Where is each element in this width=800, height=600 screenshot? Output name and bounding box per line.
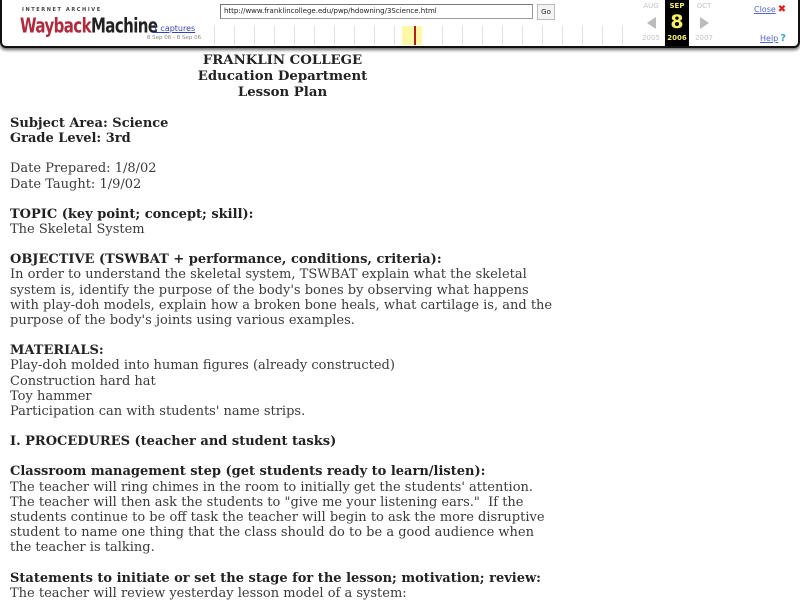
sparkline-tick [622, 26, 623, 45]
materials-item: Toy hammer [10, 388, 92, 404]
objective-line: system is, identify the purpose of the body's bones by observing what happens [10, 282, 529, 298]
wayback-toolbar [0, 0, 800, 48]
sparkline-tick [542, 26, 543, 45]
classroom-management-heading: Classroom management step (get students ready to learn/listen): [10, 464, 486, 480]
captures-link[interactable]: 1 captures [152, 24, 196, 33]
sparkline-tick [502, 26, 503, 45]
sparkline-tick [314, 26, 315, 45]
captures-date-range: 8 Sep 06 - 8 Sep 06 [146, 35, 202, 41]
department-name: Education Department [197, 69, 368, 84]
sparkline-tick [582, 26, 583, 45]
topic-heading: TOPIC (key point; concept; skill): [10, 206, 254, 222]
materials-heading: MATERIALS: [10, 343, 104, 359]
grade-level: Grade Level: 3rd [10, 131, 131, 147]
url-input[interactable]: http://www.franklincollege.edu/pwp/hdowning/3Science.html [220, 4, 533, 19]
calendar-next[interactable] [691, 0, 717, 46]
materials-item: Play-doh molded into human figures (already constructed) [10, 358, 395, 374]
materials-item: Construction hard hat [10, 373, 156, 389]
sparkline-tick [294, 26, 295, 45]
objective-line: purpose of the body's joints using various examples. [10, 313, 355, 329]
sparkline-tick [442, 26, 443, 45]
objective-line: with play-doh models, explain how a broken bone heals, what cartilage is, and the [10, 297, 553, 313]
sparkline-tick [234, 26, 235, 45]
sparkline-tick [462, 26, 463, 45]
classroom-management-line: The teacher will then ask the students to "give me your listening ears." If the [10, 494, 524, 510]
objective-heading: OBJECTIVE (TSWBAT + performance, conditions, criteria): [10, 252, 442, 268]
sparkline-capture-marker[interactable] [414, 26, 416, 45]
help-link[interactable]: Help [760, 34, 779, 43]
current-day: 8 [670, 11, 684, 33]
arrow-right-icon[interactable] [700, 17, 709, 29]
prev-year: 2005 [642, 34, 660, 42]
calendar-prev[interactable] [638, 0, 664, 46]
help-button[interactable] [760, 33, 786, 44]
sparkline-tick [354, 26, 355, 45]
procedures-heading: I. PROCEDURES (teacher and student tasks) [10, 434, 337, 450]
sparkline-tick [214, 26, 215, 45]
classroom-management-line: students continue to be off task the teacher will begin to ask the more disruptive [10, 510, 545, 526]
arrow-left-icon[interactable] [647, 17, 656, 29]
close-link[interactable]: Close [754, 5, 776, 14]
sparkline-tick [522, 26, 523, 45]
objective-line: In order to understand the skeletal system, TSWBAT explain what the skeletal [10, 267, 527, 283]
document-title: Lesson Plan [237, 85, 328, 100]
wayback-logo[interactable] [20, 7, 158, 38]
date-prepared: Date Prepared: 1/8/02 [10, 161, 157, 177]
classroom-management-line: student to name one thing that the class should do to be a good audience when [10, 525, 534, 541]
subject-area: Subject Area: Science [10, 116, 169, 131]
classroom-management-line: The teacher will ring chimes in the room to initially get the students' attention. [10, 479, 534, 495]
sparkline-tick [274, 26, 275, 45]
statements-heading: Statements to initiate or set the stage for the lesson; motivation; review: [10, 570, 541, 586]
close-button[interactable] [754, 4, 786, 15]
calendar-current [665, 0, 689, 46]
help-icon[interactable]: ? [780, 33, 787, 44]
capture-sparkline[interactable] [214, 26, 626, 45]
go-button[interactable]: Go [537, 4, 555, 20]
college-name: FRANKLIN COLLEGE [202, 53, 363, 68]
next-year: 2007 [695, 34, 713, 42]
logo-wayback-machine-text: WaybackMachine [20, 13, 158, 38]
current-month: SEP [669, 2, 685, 10]
materials-item: Participation can with students' name strips. [10, 404, 306, 420]
current-year: 2006 [667, 34, 687, 42]
logo-internet-archive-text: INTERNET ARCHIVE [22, 7, 102, 13]
next-month: OCT [696, 2, 712, 10]
document-header [10, 53, 555, 101]
sparkline-tick [562, 26, 563, 45]
sparkline-tick [254, 26, 255, 45]
sparkline-tick [602, 26, 603, 45]
statements-line: The teacher will review yesterday lesson model of a system: [10, 585, 407, 600]
close-icon[interactable]: ✖ [777, 4, 787, 15]
prev-month: AUG [643, 2, 659, 10]
sparkline-current-year [402, 26, 422, 45]
captures-info [138, 24, 210, 42]
sparkline-tick [482, 26, 483, 45]
sparkline-tick [394, 26, 395, 45]
classroom-management-line: the teacher is talking. [10, 540, 155, 556]
sparkline-tick [374, 26, 375, 45]
lesson-plan-document [10, 53, 555, 600]
topic-text: The Skeletal System [10, 222, 145, 238]
date-taught: Date Taught: 1/9/02 [10, 176, 142, 192]
sparkline-tick [334, 26, 335, 45]
